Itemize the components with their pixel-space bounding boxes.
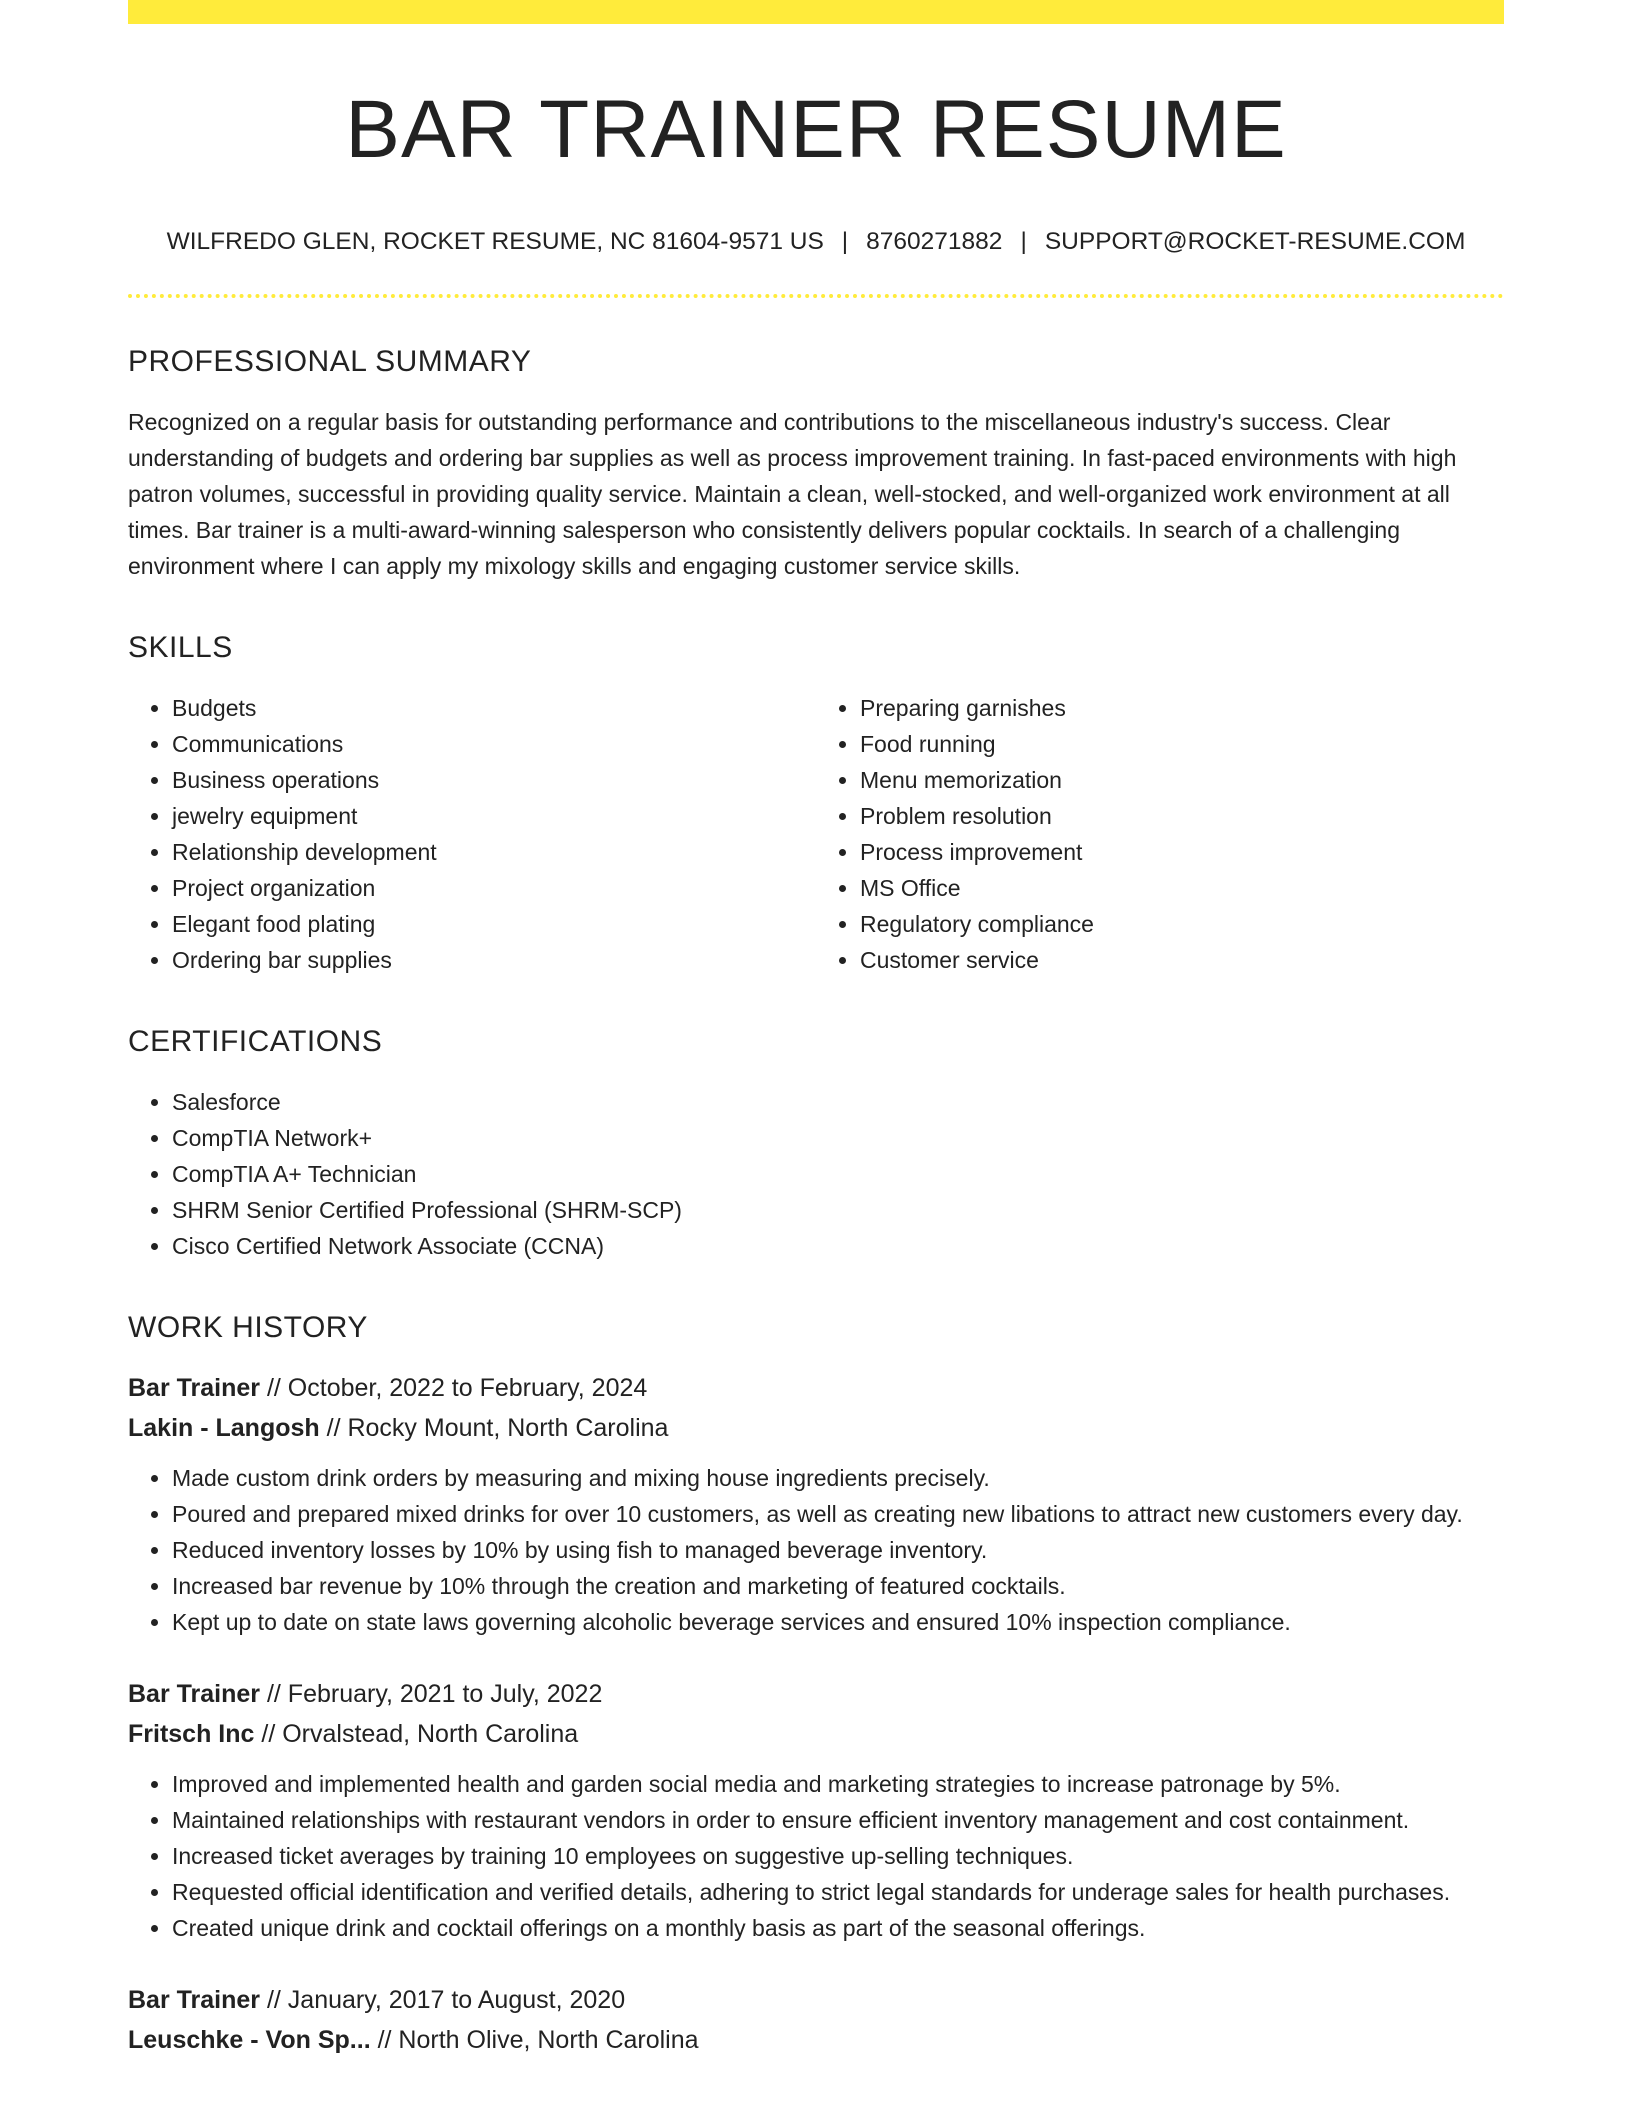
job-bullet: • Increased bar revenue by 10% through the creation and marketing of featured cocktails. (172, 1568, 1504, 1604)
skill-item: • Regulatory compliance (860, 906, 1504, 942)
job-bullet: • Made custom drink orders by measuring and mixing house ingredients precisely. (172, 1460, 1504, 1496)
skills-list-right (816, 690, 1504, 978)
skills-columns (128, 666, 1504, 978)
summary-text: Recognized on a regular basis for outstanding performance and contributions to the miscellaneous industry's success. Clear understanding of budgets and ordering bar supplies as well as process improvement training. In fast-paced environments with high patron volumes, successful in providing quality service. Maintain a clean, well-stocked, and well-organized work environment at all times. Bar trainer is a multi-award-winning salesperson who consistently delivers popular cocktails. In search of a challenging environment where I can apply my mixology skills and engaging customer service skills. (128, 409, 1457, 579)
job-location: // Orvalstead, North Carolina (261, 1720, 579, 1748)
skill-item: • Menu memorization (860, 762, 1504, 798)
contact-address: WILFREDO GLEN, ROCKET RESUME, NC 81604-9571 US (166, 228, 824, 255)
job-bullet: • Reduced inventory losses by 10% by using fish to managed beverage inventory. (172, 1532, 1504, 1568)
skill-item: • Communications (172, 726, 816, 762)
job-title: Bar Trainer (128, 1986, 261, 2014)
certification-item: • CompTIA Network+ (172, 1120, 1504, 1156)
certifications-heading: CERTIFICATIONS (128, 1025, 383, 1058)
skill-item: • MS Office (860, 870, 1504, 906)
job-title-line (128, 1368, 1504, 1408)
job-bullet: • Increased ticket averages by training 10 employees on suggestive up-selling techniques. (172, 1838, 1504, 1874)
job-dates: // January, 2017 to August, 2020 (266, 1986, 626, 2014)
skill-item: • Customer service (860, 942, 1504, 978)
job-bullet: • Kept up to date on state laws governing alcoholic beverage services and ensured 10% inspection compliance. (172, 1604, 1504, 1640)
skill-item: • Budgets (172, 690, 816, 726)
certifications-list (128, 1084, 1504, 1264)
job-bullet: • Poured and prepared mixed drinks for over 10 customers, as well as creating new libations to attract new customers every day. (172, 1496, 1504, 1532)
job-bullets (128, 1460, 1504, 1640)
skill-item: • Relationship development (172, 834, 816, 870)
skill-item: • Preparing garnishes (860, 690, 1504, 726)
job-company-line (128, 1408, 1504, 1448)
resume-content (128, 0, 1504, 2060)
job-bullet: • Improved and implemented health and garden social media and marketing strategies to increase patronage by 5%. (172, 1766, 1504, 1802)
work-history-heading: WORK HISTORY (128, 1311, 368, 1344)
skills-list-left (128, 690, 816, 978)
job-dates: // February, 2021 to July, 2022 (266, 1680, 603, 1708)
job-bullets (128, 1766, 1504, 1946)
skill-item: • Elegant food plating (172, 906, 816, 942)
job-entry (128, 1674, 1504, 1946)
skill-item: • Problem resolution (860, 798, 1504, 834)
skill-item: • Ordering bar supplies (172, 942, 816, 978)
contact-separator: | (841, 228, 849, 255)
job-location: // North Olive, North Carolina (377, 2026, 699, 2054)
contact-phone: 8760271882 (866, 228, 1003, 255)
contact-separator: | (1020, 228, 1027, 255)
job-bullet: • Maintained relationships with restaurant vendors in order to ensure efficient inventory management and cost containment. (172, 1802, 1504, 1838)
job-bullet: • Requested official identification and verified details, adhering to strict legal standards for underage sales for health purchases. (172, 1874, 1504, 1910)
skill-item: • Process improvement (860, 834, 1504, 870)
job-location: // Rocky Mount, North Carolina (326, 1414, 669, 1442)
certification-item: • Cisco Certified Network Associate (CCNA) (172, 1228, 1504, 1264)
dotted-divider (128, 294, 1504, 298)
job-entry (128, 1980, 1504, 2060)
job-dates: // October, 2022 to February, 2024 (266, 1374, 648, 1402)
job-company-line (128, 2020, 1504, 2060)
job-company: Fritsch Inc (128, 1720, 255, 1748)
job-company-line (128, 1714, 1504, 1754)
resume-title: BAR TRAINER RESUME (345, 84, 1287, 175)
contact-line (128, 226, 1504, 258)
job-title: Bar Trainer (128, 1374, 261, 1402)
contact-email: SUPPORT@ROCKET-RESUME.COM (1044, 228, 1466, 255)
certification-item: • Salesforce (172, 1084, 1504, 1120)
skill-item: • Business operations (172, 762, 816, 798)
skills-heading: SKILLS (128, 631, 233, 664)
job-entry (128, 1368, 1504, 1640)
certification-item: • SHRM Senior Certified Professional (SHRM-SCP) (172, 1192, 1504, 1228)
skill-item: • jewelry equipment (172, 798, 816, 834)
job-bullet: • Created unique drink and cocktail offerings on a monthly basis as part of the seasonal offerings. (172, 1910, 1504, 1946)
skill-item: • Food running (860, 726, 1504, 762)
certification-item: • CompTIA A+ Technician (172, 1156, 1504, 1192)
job-title-line (128, 1980, 1504, 2020)
job-company: Lakin - Langosh (128, 1414, 320, 1442)
summary-heading: PROFESSIONAL SUMMARY (128, 345, 532, 378)
job-title-line (128, 1674, 1504, 1714)
job-company: Leuschke - Von Sp... (128, 2026, 371, 2054)
job-title: Bar Trainer (128, 1680, 261, 1708)
skill-item: • Project organization (172, 870, 816, 906)
